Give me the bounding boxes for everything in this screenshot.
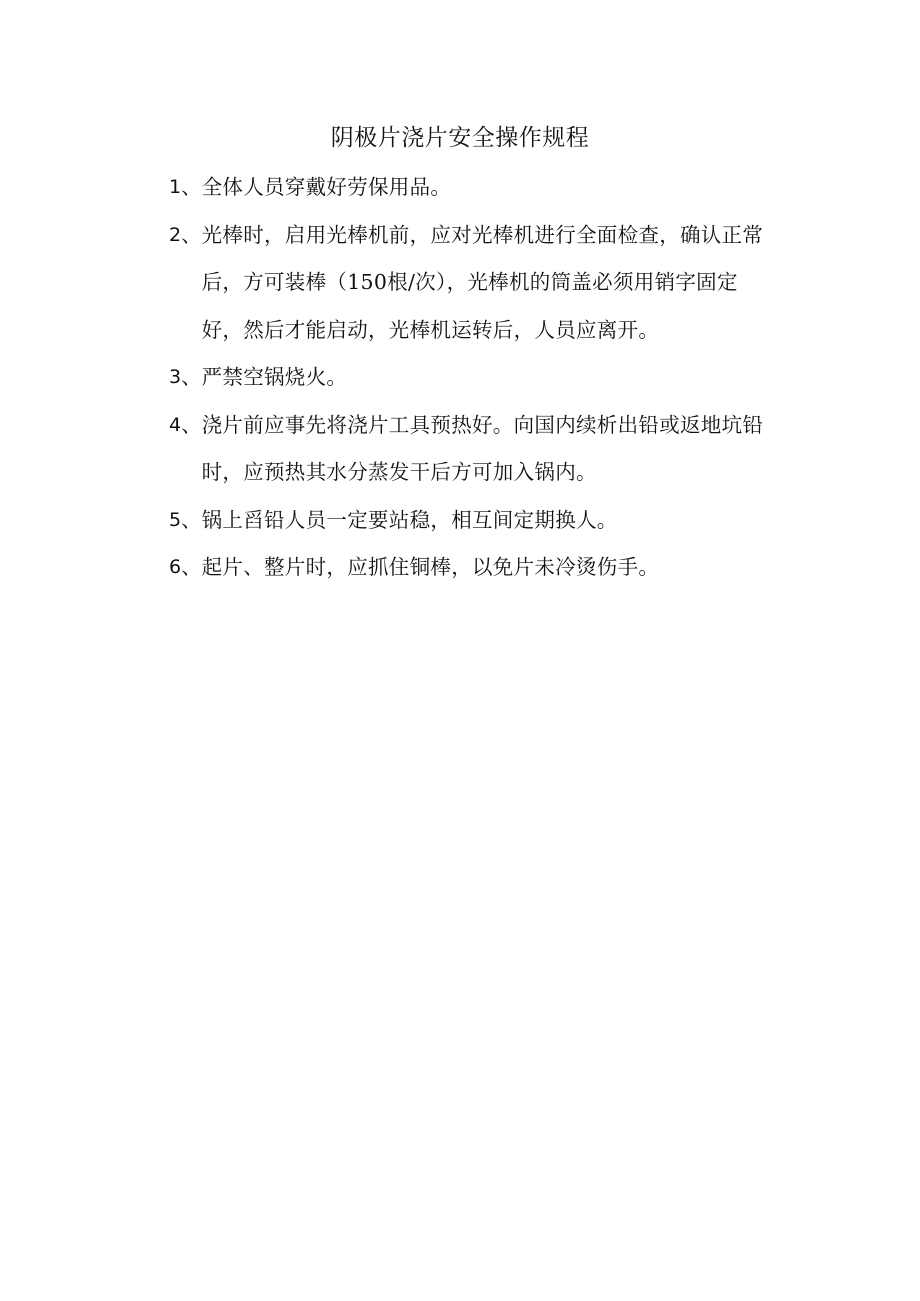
rule-text: 光棒时，启用光棒机前，应对光棒机进行全面检查，确认正常后，方可装棒（150根/次），光棒机的筒盖必须用销字固定好，然后才能启动，光棒机运转后，人员应离开。 [201, 222, 764, 342]
rule-number: 6 [169, 556, 182, 578]
rule-item-1 [169, 164, 774, 212]
rule-number: 5 [169, 508, 182, 531]
rule-separator: 、 [181, 555, 202, 579]
rule-separator: 、 [181, 507, 202, 532]
rules-list [169, 164, 774, 592]
rule-text: 浇片前应事先将浇片工具预热好。向国内续析出铅或返地坑铅时，应预热其水分蒸发干后方可加入锅内。 [201, 412, 764, 484]
rule-separator: 、 [181, 412, 202, 437]
rule-separator: 、 [181, 222, 202, 247]
rule-text: 严禁空锅烧火。 [201, 365, 348, 389]
rule-item-4 [169, 402, 774, 497]
rule-number: 3 [169, 366, 182, 388]
rule-item-5 [169, 497, 774, 545]
document-title: 阴极片浇片安全操作规程 [330, 125, 590, 151]
rule-text: 起片、整片时，应抓住铜棒，以免片未冷烫伤手。 [201, 555, 660, 579]
rule-separator: 、 [181, 365, 202, 389]
rule-text: 锅上舀铅人员一定要站稳，相互间定期换人。 [201, 507, 618, 532]
rule-number: 1 [169, 176, 182, 198]
rule-item-3 [169, 354, 774, 402]
rule-item-6 [169, 544, 774, 592]
rule-number: 2 [169, 223, 182, 246]
rule-separator: 、 [181, 175, 202, 199]
rule-number: 4 [169, 413, 182, 436]
rule-item-2 [169, 212, 774, 355]
rule-text: 全体人员穿戴好劳保用品。 [201, 175, 452, 199]
